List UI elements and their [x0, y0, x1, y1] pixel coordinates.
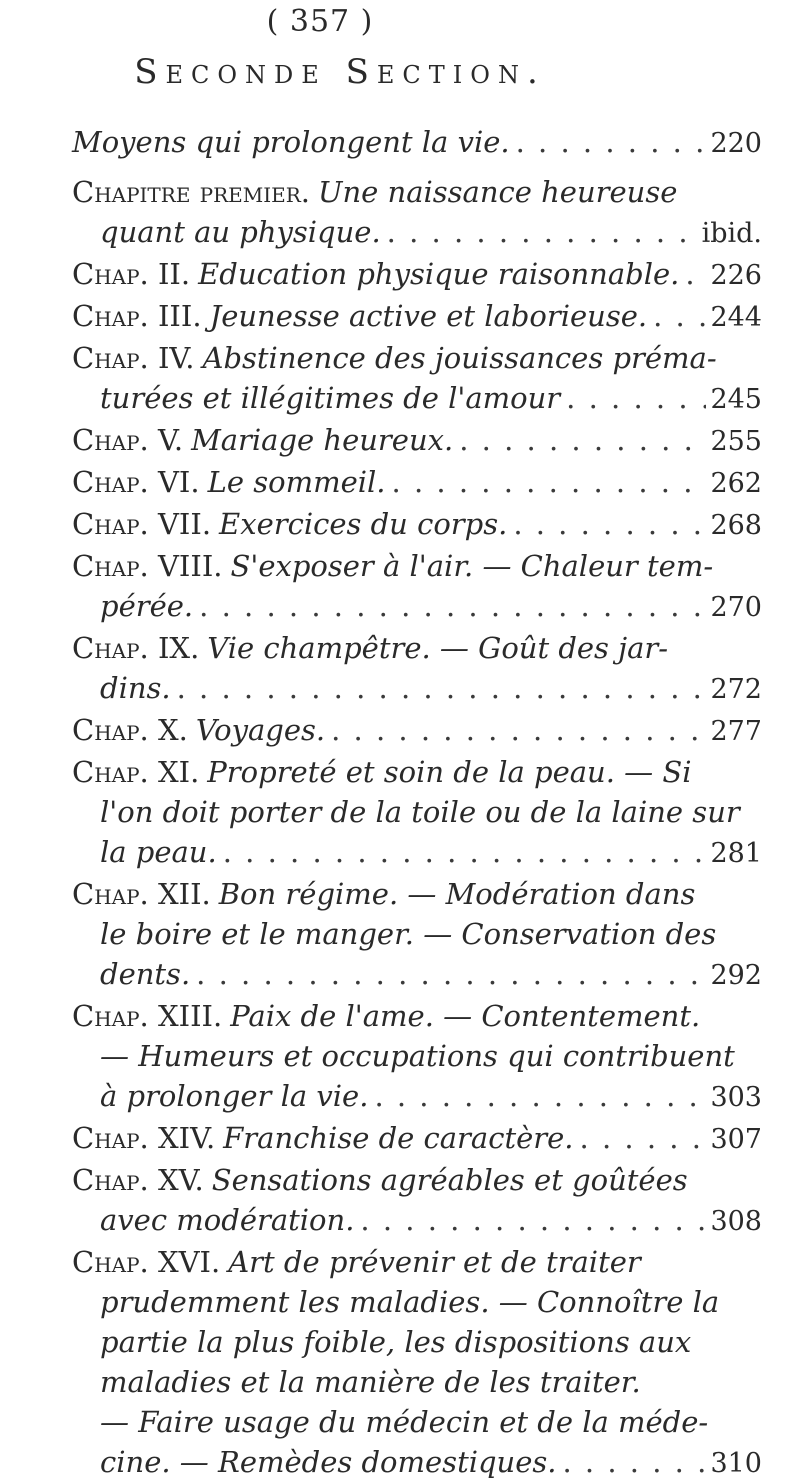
chapter-title-text: Jeunesse active et laborieuse. — [209, 299, 648, 333]
chapter-title-text: — Humeurs et occupations qui contribuent — [100, 1039, 735, 1073]
toc-entry-line — [72, 628, 762, 668]
toc-entry — [72, 996, 762, 1118]
chapter-page-number: 272 — [710, 674, 762, 705]
toc-entry-line — [72, 668, 762, 710]
chapter-title-text: la peau. — [100, 835, 217, 869]
chapter-page-number: 307 — [710, 1124, 762, 1155]
chapter-label: Chap. IX. — [72, 631, 200, 665]
dot-leader — [331, 710, 706, 750]
chapter-title-text: — Faire usage du médecin et de la méde- — [100, 1405, 709, 1439]
toc-entry — [72, 1118, 762, 1160]
chapter-label: Chap. XIII. — [72, 999, 223, 1033]
chapter-title-text: cine. — Remèdes domestiques. — [100, 1445, 557, 1479]
dot-leader — [177, 668, 707, 708]
chapter-title-text: S'exposer à l'air. — Chaleur tem- — [230, 549, 714, 583]
chapter-title-text: partie la plus foible, les dispositions aux — [100, 1325, 692, 1359]
dot-leader — [223, 832, 707, 872]
toc-entry — [72, 1160, 762, 1242]
toc-entry — [72, 874, 762, 996]
chapter-title-text: le boire et le manger. — Conservation des — [100, 917, 717, 951]
toc-entry-line — [72, 1118, 762, 1160]
chapter-page-number: 270 — [710, 592, 762, 623]
toc-entry-line — [72, 172, 762, 212]
toc-entry — [72, 296, 762, 338]
toc-entry-line — [72, 212, 762, 254]
chapter-page-number: 310 — [710, 1448, 762, 1479]
chapter-page-number: 308 — [710, 1206, 762, 1237]
toc-entry-line — [72, 504, 762, 546]
toc-entry-line — [72, 1402, 762, 1442]
chapter-title-text: maladies et la manière de les traiter. — [100, 1365, 641, 1399]
chapter-title-text: à prolonger la vie. — [100, 1079, 369, 1113]
chapter-title-text: Voyages. — [195, 713, 326, 747]
toc-entry-line — [72, 1036, 762, 1076]
toc-entry-line — [72, 954, 762, 996]
chapter-title-text: turées et illégitimes de l'amour — [100, 381, 561, 415]
toc-entry-line — [72, 1076, 762, 1118]
chapter-label: Chap. VI. — [72, 465, 200, 499]
chapter-label: Chap. II. — [72, 257, 191, 291]
table-of-contents — [72, 122, 762, 1484]
toc-entry — [72, 172, 762, 254]
dot-leader — [685, 254, 706, 294]
toc-entry-line — [72, 378, 762, 420]
toc-entry — [72, 628, 762, 710]
chapter-label: Chap. XI. — [72, 755, 200, 789]
dot-leader — [459, 420, 706, 460]
chapter-label: Chap. IV. — [72, 341, 195, 375]
chapter-page-number: 292 — [710, 960, 762, 991]
chapter-label: Chap. XII. — [72, 877, 211, 911]
toc-entry-line — [72, 1160, 762, 1200]
chapter-page-number: 277 — [710, 716, 762, 747]
toc-entry — [72, 710, 762, 752]
chapter-title-text: Propreté et soin de la peau. — Si — [207, 755, 692, 789]
chapter-label: Chap. XVI. — [72, 1245, 221, 1279]
dot-leader — [516, 122, 707, 162]
dot-leader — [374, 1076, 706, 1116]
chapter-title-text: Art de prévenir et de traiter — [228, 1245, 641, 1279]
chapter-label: Chap. XV. — [72, 1163, 204, 1197]
toc-entry-line — [72, 420, 762, 462]
chapter-label: Chap. III. — [72, 299, 202, 333]
chapter-title-text: Le sommeil. — [207, 465, 386, 499]
toc-entry-line — [72, 1322, 762, 1362]
chapter-title-text: Franchise de caractère. — [223, 1121, 574, 1155]
chapter-page-number: 255 — [710, 426, 762, 457]
toc-entry-line — [72, 710, 762, 752]
chapter-page-number: 244 — [710, 302, 762, 333]
toc-entry-line — [72, 752, 762, 792]
toc-entry — [72, 546, 762, 628]
chapter-label: Chap. V. — [72, 423, 184, 457]
chapter-title-text: dins. — [100, 671, 171, 705]
toc-entry — [72, 420, 762, 462]
chapter-title-text: Abstinence des jouissances préma- — [202, 341, 717, 375]
section-title: Seconde Section. — [134, 52, 546, 92]
dot-leader — [196, 954, 706, 994]
toc-entry-line — [72, 1442, 762, 1484]
chapter-title-text: l'on doit porter de la toile ou de la laine sur — [100, 795, 740, 829]
chapter-title-text: Mariage heureux. — [191, 423, 454, 457]
toc-entry-line — [72, 832, 762, 874]
chapter-page-number: 281 — [710, 838, 762, 869]
chapter-title-text: Bon régime. — Modération dans — [218, 877, 696, 911]
chapter-label: Chap. VII. — [72, 507, 212, 541]
chapter-label: Chap. XIV. — [72, 1121, 216, 1155]
toc-entry-line — [72, 914, 762, 954]
chapter-page-number: ibid. — [701, 218, 762, 249]
dot-leader — [653, 296, 706, 336]
dot-leader — [392, 462, 707, 502]
toc-entry-line — [72, 792, 762, 832]
dot-leader — [580, 1118, 707, 1158]
toc-entry — [72, 504, 762, 546]
chapter-title-text: Une naissance heureuse — [318, 175, 678, 209]
toc-entry-line — [72, 254, 762, 296]
toc-entry-line — [72, 1200, 762, 1242]
chapter-title-text: Education physique raisonnable. — [198, 257, 680, 291]
toc-entry — [72, 254, 762, 296]
dot-leader — [566, 378, 706, 418]
chapter-title-text: pérée. — [100, 589, 194, 623]
toc-entry-line — [72, 1242, 762, 1282]
chapter-label: Chap. VIII. — [72, 549, 223, 583]
dot-leader — [563, 1442, 707, 1482]
toc-entry — [72, 752, 762, 874]
dot-leader — [513, 504, 706, 544]
toc-entry-line — [72, 462, 762, 504]
toc-entry-line — [72, 1362, 762, 1402]
toc-intro-title: Moyens qui prolongent la vie. — [72, 125, 510, 159]
dot-leader — [199, 586, 706, 626]
chapter-page-number: 268 — [710, 510, 762, 541]
chapter-page-number: 245 — [710, 384, 762, 415]
toc-entry-line — [72, 586, 762, 628]
toc-intro-page: 220 — [710, 128, 762, 159]
toc-entry-line — [72, 1282, 762, 1322]
dot-leader — [360, 1200, 706, 1240]
chapter-title-text: quant au physique. — [100, 215, 381, 249]
chapter-page-number: 303 — [710, 1082, 762, 1113]
chapter-label: Chapitre premier. — [72, 175, 311, 209]
toc-entry-line — [72, 874, 762, 914]
chapter-page-number: 226 — [710, 260, 762, 291]
toc-entry-line — [72, 996, 762, 1036]
toc-entries — [72, 172, 762, 1484]
toc-entry-line — [72, 338, 762, 378]
page-number: ( 357 ) — [266, 4, 374, 39]
chapter-title-text: dents. — [100, 957, 191, 991]
chapter-title-text: Exercices du corps. — [219, 507, 508, 541]
toc-entry-line — [72, 296, 762, 338]
toc-intro-entry — [72, 122, 762, 164]
chapter-title-text: Sensations agréables et goûtées — [211, 1163, 688, 1197]
chapter-title-text: prudemment les maladies. — Connoître la — [100, 1285, 720, 1319]
dot-leader — [387, 212, 698, 252]
chapter-label: Chap. X. — [72, 713, 188, 747]
toc-entry — [72, 338, 762, 420]
chapter-title-text: avec modération. — [100, 1203, 355, 1237]
chapter-page-number: 262 — [710, 468, 762, 499]
chapter-title-text: Paix de l'ame. — Contentement. — [230, 999, 701, 1033]
toc-entry-line — [72, 546, 762, 586]
chapter-title-text: Vie champêtre. — Goût des jar- — [207, 631, 669, 665]
toc-entry — [72, 462, 762, 504]
